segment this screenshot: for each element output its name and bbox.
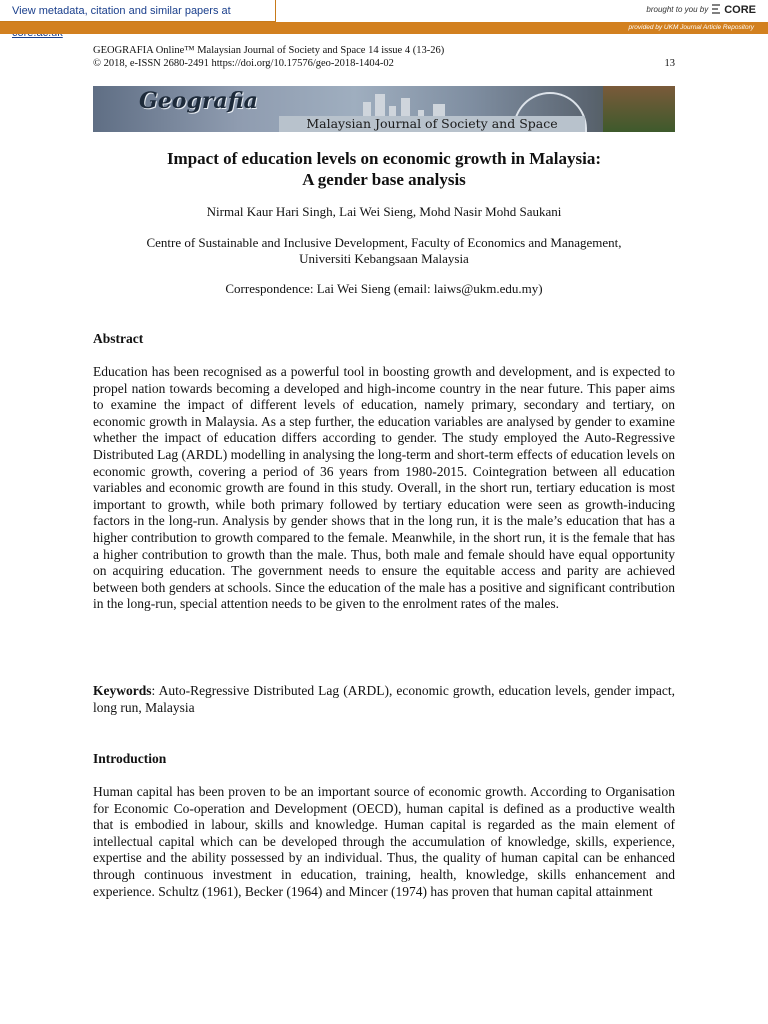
journal-banner [93,86,675,132]
core-metadata-text: View metadata, citation and similar papers at [12,5,231,17]
core-provider-strip [0,22,768,34]
journal-citation-line: GEOGRAFIA Online™ Malaysian Journal of Society and Space 14 issue 4 (13-26) [93,45,445,56]
core-metadata-link-box[interactable] [0,0,276,22]
affiliation-line-1: Centre of Sustainable and Inclusive Development, Faculty of Economics and Management, [146,235,622,250]
journal-header [93,44,675,70]
keywords [93,683,675,716]
paper-authors: Nirmal Kaur Hari Singh, Lai Wei Sieng, Mohd Nasir Mohd Saukani [206,204,562,219]
core-brought-by[interactable] [646,3,756,16]
core-metadata-bar [0,0,768,23]
provided-by-text[interactable]: provided by UKM Journal Article Repository [628,24,754,31]
paper-title-line-2: A gender base analysis [302,170,466,189]
abstract-text: Education has been recognised as a powerful tool in boosting growth and development, and is expected to propel nation towards becoming a developed and high-income country in the near future. This paper aims to examine the impact of different levels of education, namely primary, secondary and tertiary, on economic growth in Malaysia. As a step further, the education variables are analysed by gender to examine whether the impact of education differs according to gender. The study employed the Auto-Regressive Distributed Lag (ARDL) modelling in analysing the long-term and short-term effects of education levels on economic growth, covering a period of 36 years from 1980-2015. Cointegration between all education variables and economic growth are found in this study. Overall, in the short run, tertiary education is most important to growth, while both primary followed by tertiary education were seen as growth-inducing factors in the long-run. Analysis by gender shows that in the long run, it is the male’s education that has a higher contribution to growth compared to the female. Meanwhile, in the short run, it is the female that has a higher contribution to growth than the male. Thus, both male and female should have equal opportunity on acquiring education. The government needs to ensure the equitable access and parity are achieved between both genders at schools. Since the education of the male has a positive and significant contribution in the long-run, special attention needs to be given to the enrolment rates of the males. [93,364,675,612]
brought-by-text: brought to you by [646,5,709,14]
banner-journal-name: Malaysian Journal of Society and Space [279,116,585,132]
paper-title-line-1: Impact of education levels on economic growth in Malaysia: [166,149,602,168]
abstract-heading: Abstract [93,331,144,346]
page-number: 13 [664,58,675,69]
core-logo-icon [711,3,721,16]
correspondence: Correspondence: Lai Wei Sieng (email: laiws@ukm.edu.my) [225,281,543,296]
journal-issn-doi-line: © 2018, e-ISSN 2680-2491 https://doi.org/10.17576/geo-2018-1404-02 [93,58,394,69]
paper-affiliation [93,235,675,267]
keywords-label: Keywords [93,683,152,698]
keywords-text: : Auto-Regressive Distributed Lag (ARDL), economic growth, education levels, gender impact, long run, Malaysia [93,683,675,715]
geografia-logo: Geografia [139,88,258,114]
affiliation-line-2: Universiti Kebangsaan Malaysia [299,251,469,266]
introduction-text: Human capital has been proven to be an important source of economic growth. According to Organisation for Economic Co-operation and Development (OECD), human capital is defined as a productive wealth that is embodied in labour, skills and knowledge. Human capital is regarded as the main element of intellectual capital which can be developed through the accumulation of knowledge, skills, experience, expertise and the ability possessed by an individual. Thus, the quality of human capital can be enhanced through continuous investment in education, training, health, knowledge, skills enhancement and experience. Schultz (1961), Becker (1964) and Mincer (1974) has proven that human capital attainment [93,784,675,899]
core-logo-text: CORE [724,3,756,16]
introduction-heading: Introduction [93,751,167,766]
banner-people-photo [603,86,675,132]
paper-title [93,148,675,190]
